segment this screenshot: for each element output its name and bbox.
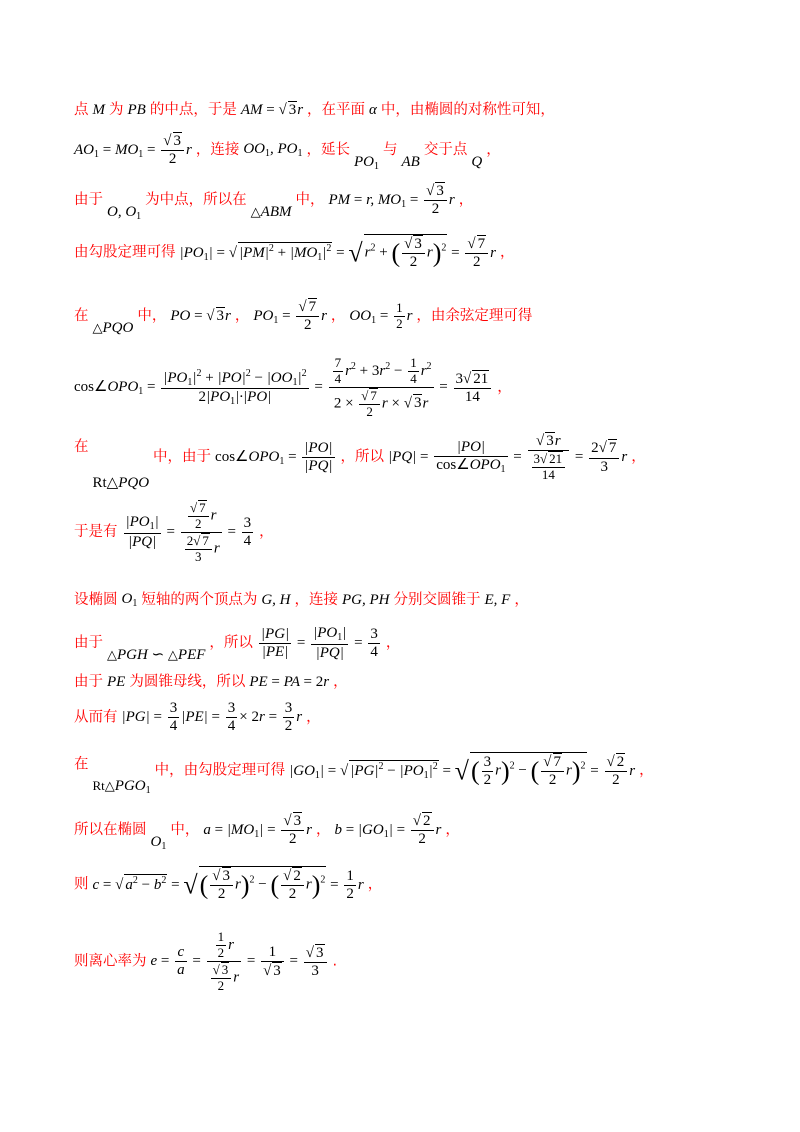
math-eccentricity: e = $\frac{c}{a}$ = $\frac{1}{2}$ r $\frac{√ 3}{2}$ r = $\frac{1}{√ 3}$ = $\frac{√ 3}{3}$ [151,953,329,969]
math-cos-ratio: $\cos\angle OPO_1$ = $\frac{|PO|}{|PQ|}$ [215,439,333,475]
line-6: $\cos\angle OPO_1$ = $\frac{|PO_1|^2 + |PO|^2 - |OO_1|^2}{2|PO_1|\cdot|PO|}$ = $\frac{7}{4}$ $r^2 + 3r^2$ − $\frac{1}{4}$ $r^2$ 2 × $\frac{√ 7}{2}$ r × √ 3r = $\frac{3√ 21}{14}$ ， [74,355,512,419]
math-triangle-PQO: △PQO [92,319,134,336]
math-AM: AM = √ 3r [240,102,304,119]
math-O1: $O_1$ [121,591,138,610]
line-14: 所以在椭圆 $O_1$ 中， $a = |MO_1|$ = $\frac{√ 3}{2}$ r ， $b = |GO_1|$ = $\frac{√ 2}{2}$ r ， [74,813,460,852]
line-9: 设椭圆 $O_1$ 短轴的两个顶点为 G, H ，连接 PG, PH 分别交圆锥于 E, F ， [74,591,529,610]
line-11: 由于 PE 为圆锥母线，所以 PE = PA = 2r ， [74,673,348,690]
line-13: 在 $Rt\triangle PGO_1$ 中，由勾股定理可得 $|GO_1|$ = √ $|PG|^2 - |PO_1|^2$ = √( $\frac{3}{2}$ r)$^2$ − ( $\frac{√ 7}{2}$ r)$^2$ = $\frac{√ 2}{2}$ r ， [74,753,654,797]
line-7: 在 Rt△PQO 中，由于 $\cos\angle OPO_1$ = $\frac{|PO|}{|PQ|}$ ，所以 |PQ| = $\frac{|PO|}{\cos\angle OPO_1}$ = $\frac{√ 3r}{\frac{3√ 21}{14}}$ = $\frac{2√ 7}{3}$ r ， [74,433,646,492]
line-4: 由勾股定理可得 $|PO_1|$ = √ $|PM|^2 + |MO_1|^2$ = √ $r^2$ + ( $\frac{√ 3}{2}$ r)$^2$ = $\frac{√ 7}{2}$ r ， [74,236,515,271]
math-PQ-value: |PQ| = $\frac{|PO|}{\cos\angle OPO_1}$ = $\frac{√ 3r}{\frac{3√ 21}{14}}$ = $\frac{2√ 7}{3}$ r [388,433,628,483]
math-AO1-MO1: $AO_1 = MO_1$ = $\frac{√ 3}{2}$ r [74,133,192,168]
math-E-F: E, F [484,591,511,608]
math-Rt-triangle-PGO1: $Rt\triangle PGO_1$ [92,778,151,797]
math-cosine-rule: $\cos\angle OPO_1$ = $\frac{|PO_1|^2 + |PO|^2 - |OO_1|^2}{2|PO_1|\cdot|PO|}$ = $\frac{7}{4}$ $r^2 + 3r^2$ − $\frac{1}{4}$ $r^2$ 2 × $\frac{√ 7}{2}$ r × √ 3r = $\frac{3√ 21}{14}$ [74,379,493,395]
math-PG-PE-ratio: $\frac{|PG|}{|PE|}$ = $\frac{|PO_1|}{|PQ|}$ = $\frac{3}{4}$ [260,625,378,661]
math-PM-MO1: PM = r, $MO_1$ = $\frac{√ 3}{2}$ r [328,183,455,218]
line-12: 从而有 |PG| = $\frac{3}{4}$ |PE| = $\frac{3}{4}$ × 2r = $\frac{3}{2}$ r ， [74,700,321,735]
math-Q: Q [471,153,483,170]
math-a-value: $a = |MO_1|$ = $\frac{√ 3}{2}$ r [203,813,312,848]
math-triangle-ABM: △ABM [250,203,292,220]
math-PB: PB [127,101,146,118]
line-8: 于是有 $\frac{|PO_1|}{|PQ|}$ = $\frac{√ 7}{2}$ r $\frac{2√ 7}{3}$ r = $\frac{3}{4}$ ， [74,500,274,564]
line-2: $AO_1 = MO_1$ = $\frac{√ 3}{2}$ r ，连接 $OO_1$, $PO_1$ ，延长 $PO_1$ 与 AB 交于点 Q ， [74,133,501,172]
math-PE-PA: PE = PA = 2r [249,673,330,690]
math-PG-PH: PG, PH [342,591,390,608]
math-PE: PE [107,673,126,690]
math-O-O1: O, $O_1$ [107,203,142,222]
line-16: 则离心率为 e = $\frac{c}{a}$ = $\frac{1}{2}$ r $\frac{√ 3}{2}$ r = $\frac{1}{√ 3}$ = $\frac{√ 3}{3}$ . [74,929,338,993]
line-10: 由于 △PGH ∽ △PEF ，所以 $\frac{|PG|}{|PE|}$ = $\frac{|PO_1|}{|PQ|}$ = $\frac{3}{4}$ ， [74,625,401,664]
math-PO1-pythagoras: $|PO_1|$ = √ $|PM|^2 + |MO_1|^2$ = √ $r^2$ + ( $\frac{√ 3}{2}$ r)$^2$ = $\frac{√ 7}{2}$ r [179,236,496,271]
math-alpha: α [369,101,377,118]
math-b-value: $b = |GO_1|$ = $\frac{√ 2}{2}$ r [334,813,442,848]
math-PO1-value: $PO_1$ = $\frac{√ 7}{2}$ r [253,299,327,334]
math-Rt-triangle-PQO: Rt△PQO [92,475,150,492]
math-GO1-value: $|GO_1|$ = √ $|PG|^2 - |PO_1|^2$ = √( $\frac{3}{2}$ r)$^2$ − ( $\frac{√ 7}{2}$ r)$^2$ = $\frac{√ 2}{2}$ r [289,753,636,789]
math-AB: AB [401,153,420,170]
math-PO: PO = √ 3r [170,308,231,325]
math-PO1: $PO_1$ [354,153,380,172]
line-15: 则 c = √ $a^2 - b^2$ = √( $\frac{√ 3}{2}$ r)$^2$ − ( $\frac{√ 2}{2}$ r)$^2$ = $\frac{1}{2}$ r ， [74,867,383,903]
line-1: 点 M 为 PB 的中点，于是 AM = √ 3r ，在平面 α 中，由椭圆的对称性可知， [74,101,555,119]
math-PG-value: |PG| = $\frac{3}{4}$ |PE| = $\frac{3}{4}$ × 2r = $\frac{3}{2}$ r [121,700,303,735]
math-OO1-value: $OO_1$ = $\frac{1}{2}$ r [349,299,413,331]
math-c-value: c = √ $a^2 - b^2$ = √( $\frac{√ 3}{2}$ r)$^2$ − ( $\frac{√ 2}{2}$ r)$^2$ = $\frac{1}{2}$ r [92,867,364,903]
line-3: 由于 O, $O_1$ 为中点，所以在 △ABM 中， PM = r, $MO_1$ = $\frac{√ 3}{2}$ r ， [74,183,474,222]
math-similar-triangles: △PGH ∽ △PEF [107,647,206,664]
math-OO1-PO1: $OO_1$, $PO_1$ [243,141,303,160]
line-5: 在 △PQO 中， PO = √ 3r ， $PO_1$ = $\frac{√ 7}{2}$ r ， $OO_1$ = $\frac{1}{2}$ r ，由余弦定理可得 [74,299,533,336]
math-M: M [92,101,105,118]
math-G-H: G, H [261,591,291,608]
math-ratio-PO1-PQ: $\frac{|PO_1|}{|PQ|}$ = $\frac{√ 7}{2}$ r $\frac{2√ 7}{3}$ r = $\frac{3}{4}$ [125,500,252,564]
math-O1-ellipse: $O_1$ [150,833,167,852]
